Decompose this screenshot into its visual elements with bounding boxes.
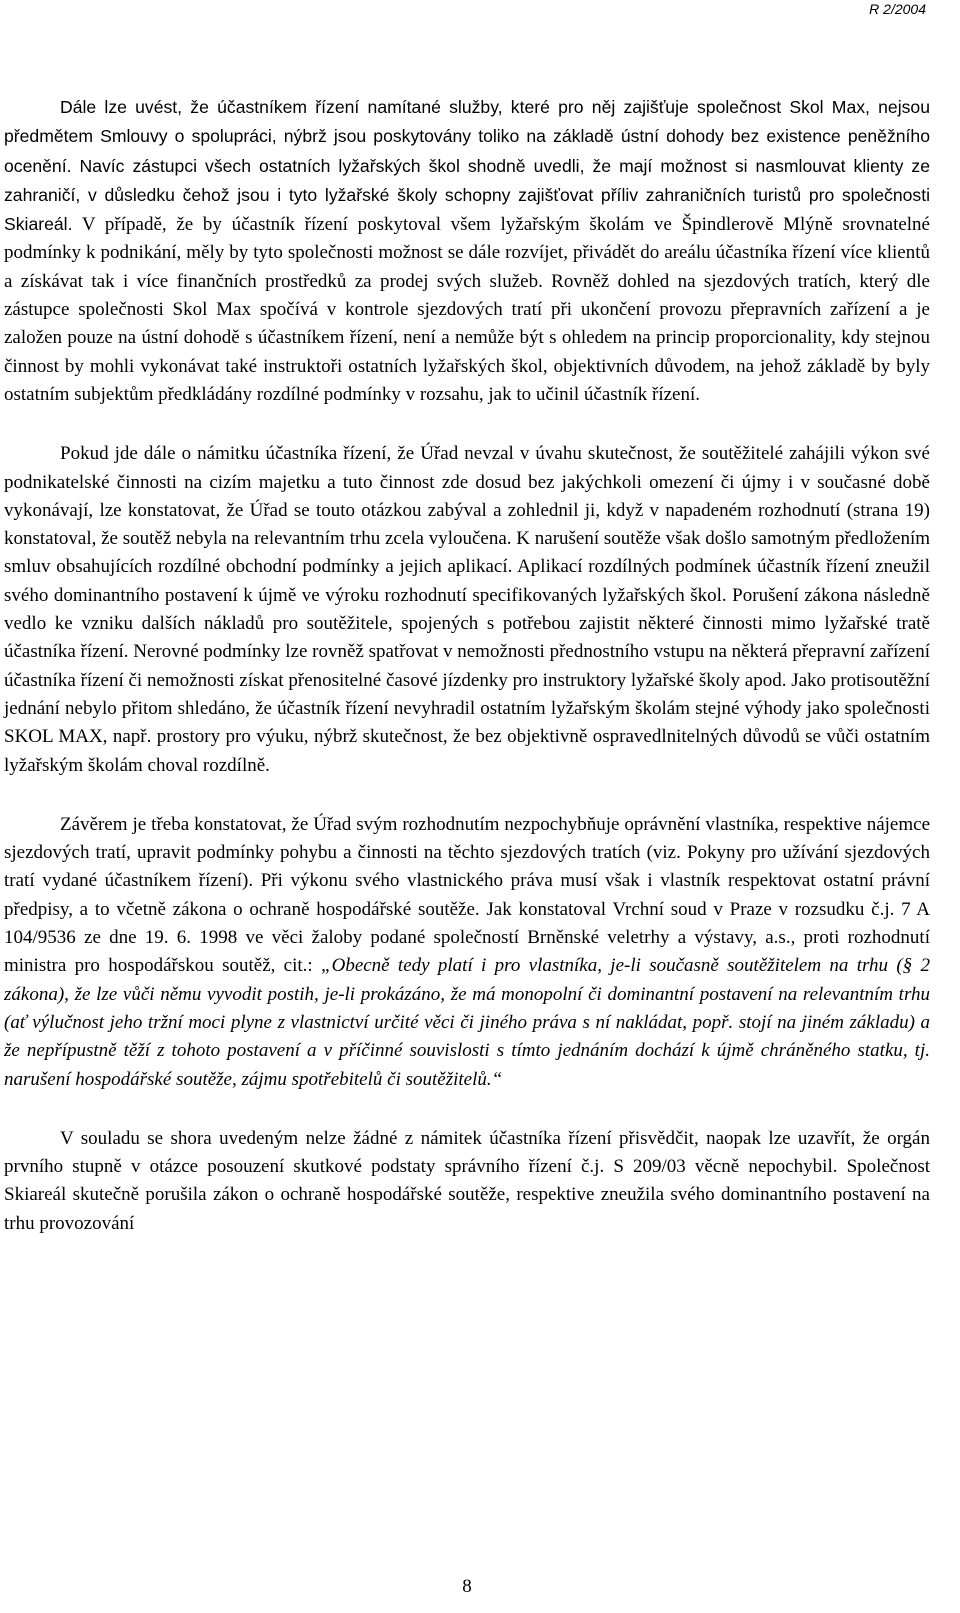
paragraph-1 <box>4 93 930 409</box>
document-body <box>4 93 930 1269</box>
document-reference: R 2/2004 <box>869 1 926 17</box>
paragraph-1-sans-text: Dále lze uvést, že účastníkem řízení namítané služby, které pro něj zajišťuje společnost Skol Max, nejsou předmětem Smlouvy o spolupráci, nýbrž jsou poskytovány toliko na základě ústní dohody bez existence peněžního ocenění. Navíc zástupci všech ostatních lyžařských škol shodně uvedli, že mají možnost si nasmlouvat klienty ze zahraničí, v důsledku čehož jsou i tyto lyžařské školy schopny zajišťovat příliv zahraničních turistů pro společnosti Skiareál. <box>4 97 930 235</box>
paragraph-4: V souladu se shora uvedeným nelze žádné z námitek účastníka řízení přisvědčit, naopak lze uzavřít, že orgán prvního stupně v otázce posouzení skutkové podstaty správního řízení č.j. S 209/03 věcně nepochybil. Společnost Skiareál skutečně porušila zákon o ochraně hospodářské soutěže, respektive zneužila svého dominantního postavení na trhu provozování <box>4 1127 930 1234</box>
paragraph-3-text: Závěrem je třeba konstatovat, že Úřad svým rozhodnutím nezpochybňuje oprávnění vlastníka, respektive nájemce sjezdových tratí, upravit podmínky pohybu a činnosti na těchto sjezdových tratích (viz. Pokyny pro užívání sjezdových tratí vydané účastníkem řízení). Při výkonu svého vlastnického práva musí však i vlastník respektovat ostatní právní předpisy, a to včetně zákona o ochraně hospodářské soutěže. Jak konstatoval Vrchní soud v Praze v rozsudku č.j. 7 A 104/9536 ze dne 19. 6. 1998 ve věci žaloby podané společností Brněnské veletrhy a výstavy, a.s., proti rozhodnutí ministra pro hospodářskou soutěž, cit.: <box>4 813 930 977</box>
paragraph-2: Pokud jde dále o námitku účastníka řízení, že Úřad nevzal v úvahu skutečnost, že soutěžitelé zahájili výkon své podnikatelské činnosti na cizím majetku a tuto činnost zde dosud bez jakýchkoli omezení či újmy i v současné době vykonávají, lze konstatovat, že Úřad se touto otázkou zabýval a zohlednil ji, když v napadeném rozhodnutí (strana 19) konstatoval, že soutěž nebyla na relevantním trhu zcela vyloučena. K narušení soutěže však došlo samotným předložením smluv obsahujících rozdílné obchodní podmínky a jejich aplikací. Aplikací rozdílných podmínek účastník řízení zneužil svého dominantního postavení k újmě ve výroku rozhodnutí specifikovaných lyžařských škol. Porušení zákona následně vedlo ke vzniku dalších nákladů pro soutěžitele, spojených s potřebou zajistit některé činnosti mimo lyžařské tratě účastníka řízení. Nerovné podmínky lze rovněž spatřovat v nemožnosti přednostního vstupu na některá přepravní zařízení účastníka řízení či nemožnosti získat přenositelné časové jízdenky pro instruktory lyžařské školy apod. Jako protisoutěžní jednání nebylo přitom shledáno, že účastník řízení nevyhradil ostatním lyžařským školám stejné výhody jako společnosti SKOL MAX, např. prostory pro výuku, nýbrž skutečnost, že bez objektivně ospravedlnitelných důvodů se vůči ostatním lyžařským školám choval rozdílně. <box>4 443 930 776</box>
paragraph-1-serif-text: V případě, že by účastník řízení poskytoval všem lyžařským školám ve Špindlerově Mlýně srovnatelné podmínky k podnikání, měly by tyto společnosti možnost se dále rozvíjet, přivádět do areálu účastníka řízení více klientů a získávat tak i více finančních prostředků za prodej svých služeb. Rovněž dohled na sjezdových tratích, který dle zástupce společnosti Skol Max spočívá v kontrole sjezdových tratí při ukončení provozu přepravních zařízení a je založen pouze na ústní dohodě s účastníkem řízení, není a nemůže být s ohledem na princip proporcionality, kdy stejnou činnost by mohli vykonávat také instruktoři ostatních lyžařských škol, objektivních důvodem, na jehož základě by byly ostatním subjektům předkládány rozdílné podmínky v rozsahu, jak to učinil účastník řízení. <box>4 214 930 405</box>
page-number: 8 <box>462 1576 472 1597</box>
court-quote: „Obecně tedy platí i pro vlastníka, je-li současně soutěžitelem na trhu (§ 2 zákona), že lze vůči němu vyvodit postih, je-li prokázáno, že má monopolní či dominantní postavení na relevantním trhu (ať výlučnost jeho tržní moci plyne z vlastnictví určité věci či jiného práva s ní nakládat, popř. stojí na jiném základu) a že nepřípustně těží z tohoto postavení a v příčinné souvislosti s tímto jednáním dochází k újmě chráněného statku, tj. narušení hospodářské soutěže, zájmu spotřebitelů či soutěžitelů.“ <box>4 955 930 1090</box>
paragraph-3 <box>4 811 930 1094</box>
